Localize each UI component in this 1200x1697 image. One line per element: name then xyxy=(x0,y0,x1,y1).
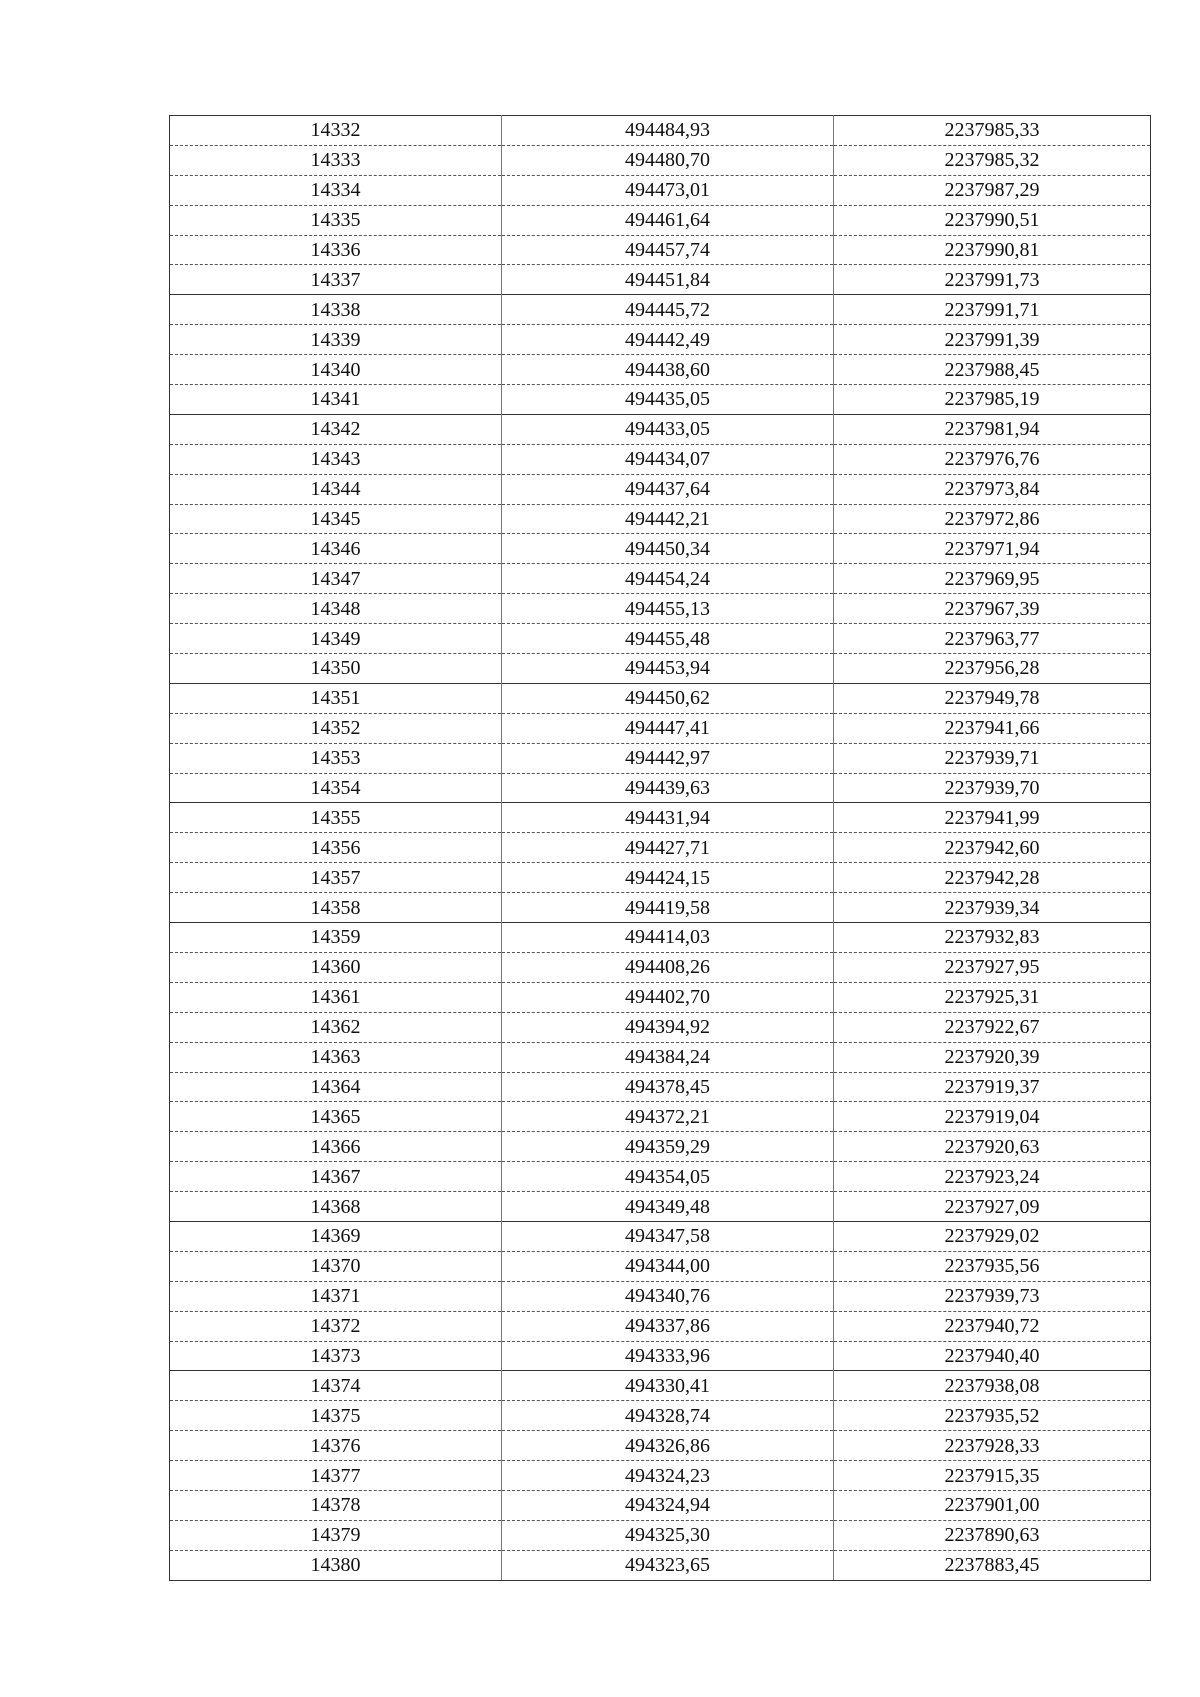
table-row xyxy=(170,265,1151,295)
y-coordinate-cell: 2237932,83 xyxy=(834,923,1151,953)
y-coordinate-cell: 2237939,70 xyxy=(834,773,1151,803)
point-number-cell: 14347 xyxy=(170,564,502,594)
x-coordinate-cell: 494402,70 xyxy=(502,982,834,1012)
y-coordinate-cell: 2237991,71 xyxy=(834,295,1151,325)
coordinates-table-body xyxy=(170,116,1151,1581)
table-row xyxy=(170,205,1151,235)
table-row xyxy=(170,1490,1151,1520)
y-coordinate-cell: 2237942,60 xyxy=(834,833,1151,863)
x-coordinate-cell: 494349,48 xyxy=(502,1192,834,1222)
x-coordinate-cell: 494484,93 xyxy=(502,116,834,146)
table-row xyxy=(170,295,1151,325)
x-coordinate-cell: 494419,58 xyxy=(502,893,834,923)
point-number-cell: 14336 xyxy=(170,235,502,265)
x-coordinate-cell: 494324,23 xyxy=(502,1461,834,1491)
x-coordinate-cell: 494354,05 xyxy=(502,1162,834,1192)
point-number-cell: 14337 xyxy=(170,265,502,295)
table-row xyxy=(170,1550,1151,1580)
point-number-cell: 14346 xyxy=(170,534,502,564)
table-row xyxy=(170,414,1151,444)
point-number-cell: 14370 xyxy=(170,1251,502,1281)
point-number-cell: 14379 xyxy=(170,1520,502,1550)
x-coordinate-cell: 494328,74 xyxy=(502,1401,834,1431)
y-coordinate-cell: 2237939,73 xyxy=(834,1281,1151,1311)
x-coordinate-cell: 494408,26 xyxy=(502,952,834,982)
y-coordinate-cell: 2237920,39 xyxy=(834,1042,1151,1072)
point-number-cell: 14354 xyxy=(170,773,502,803)
table-row xyxy=(170,504,1151,534)
x-coordinate-cell: 494427,71 xyxy=(502,833,834,863)
point-number-cell: 14350 xyxy=(170,654,502,684)
y-coordinate-cell: 2237942,28 xyxy=(834,863,1151,893)
point-number-cell: 14333 xyxy=(170,145,502,175)
y-coordinate-cell: 2237985,19 xyxy=(834,385,1151,415)
table-row xyxy=(170,1461,1151,1491)
point-number-cell: 14334 xyxy=(170,175,502,205)
y-coordinate-cell: 2237927,95 xyxy=(834,952,1151,982)
y-coordinate-cell: 2237883,45 xyxy=(834,1550,1151,1580)
x-coordinate-cell: 494437,64 xyxy=(502,474,834,504)
x-coordinate-cell: 494337,86 xyxy=(502,1311,834,1341)
point-number-cell: 14367 xyxy=(170,1162,502,1192)
table-row xyxy=(170,355,1151,385)
table-row xyxy=(170,863,1151,893)
y-coordinate-cell: 2237915,35 xyxy=(834,1461,1151,1491)
x-coordinate-cell: 494333,96 xyxy=(502,1341,834,1371)
x-coordinate-cell: 494461,64 xyxy=(502,205,834,235)
point-number-cell: 14339 xyxy=(170,325,502,355)
y-coordinate-cell: 2237935,56 xyxy=(834,1251,1151,1281)
x-coordinate-cell: 494347,58 xyxy=(502,1221,834,1251)
x-coordinate-cell: 494442,97 xyxy=(502,743,834,773)
x-coordinate-cell: 494378,45 xyxy=(502,1072,834,1102)
y-coordinate-cell: 2237927,09 xyxy=(834,1192,1151,1222)
x-coordinate-cell: 494323,65 xyxy=(502,1550,834,1580)
point-number-cell: 14342 xyxy=(170,414,502,444)
point-number-cell: 14332 xyxy=(170,116,502,146)
y-coordinate-cell: 2237971,94 xyxy=(834,534,1151,564)
table-row xyxy=(170,624,1151,654)
point-number-cell: 14372 xyxy=(170,1311,502,1341)
y-coordinate-cell: 2237981,94 xyxy=(834,414,1151,444)
table-row xyxy=(170,743,1151,773)
table-row xyxy=(170,982,1151,1012)
y-coordinate-cell: 2237987,29 xyxy=(834,175,1151,205)
x-coordinate-cell: 494424,15 xyxy=(502,863,834,893)
x-coordinate-cell: 494450,34 xyxy=(502,534,834,564)
table-row xyxy=(170,145,1151,175)
table-row xyxy=(170,594,1151,624)
x-coordinate-cell: 494438,60 xyxy=(502,355,834,385)
table-row xyxy=(170,534,1151,564)
x-coordinate-cell: 494326,86 xyxy=(502,1431,834,1461)
point-number-cell: 14345 xyxy=(170,504,502,534)
y-coordinate-cell: 2237972,86 xyxy=(834,504,1151,534)
x-coordinate-cell: 494445,72 xyxy=(502,295,834,325)
point-number-cell: 14340 xyxy=(170,355,502,385)
point-number-cell: 14373 xyxy=(170,1341,502,1371)
x-coordinate-cell: 494414,03 xyxy=(502,923,834,953)
point-number-cell: 14374 xyxy=(170,1371,502,1401)
point-number-cell: 14341 xyxy=(170,385,502,415)
table-row xyxy=(170,683,1151,713)
x-coordinate-cell: 494480,70 xyxy=(502,145,834,175)
y-coordinate-cell: 2237940,72 xyxy=(834,1311,1151,1341)
table-row xyxy=(170,1251,1151,1281)
point-number-cell: 14353 xyxy=(170,743,502,773)
table-row xyxy=(170,1281,1151,1311)
y-coordinate-cell: 2237935,52 xyxy=(834,1401,1151,1431)
y-coordinate-cell: 2237990,81 xyxy=(834,235,1151,265)
y-coordinate-cell: 2237967,39 xyxy=(834,594,1151,624)
table-row xyxy=(170,325,1151,355)
y-coordinate-cell: 2237949,78 xyxy=(834,683,1151,713)
y-coordinate-cell: 2237985,33 xyxy=(834,116,1151,146)
x-coordinate-cell: 494455,48 xyxy=(502,624,834,654)
table-row xyxy=(170,1311,1151,1341)
point-number-cell: 14371 xyxy=(170,1281,502,1311)
y-coordinate-cell: 2237988,45 xyxy=(834,355,1151,385)
point-number-cell: 14369 xyxy=(170,1221,502,1251)
x-coordinate-cell: 494435,05 xyxy=(502,385,834,415)
table-row xyxy=(170,116,1151,146)
x-coordinate-cell: 494455,13 xyxy=(502,594,834,624)
table-row xyxy=(170,564,1151,594)
y-coordinate-cell: 2237991,73 xyxy=(834,265,1151,295)
x-coordinate-cell: 494453,94 xyxy=(502,654,834,684)
y-coordinate-cell: 2237939,34 xyxy=(834,893,1151,923)
point-number-cell: 14364 xyxy=(170,1072,502,1102)
table-row xyxy=(170,893,1151,923)
point-number-cell: 14355 xyxy=(170,803,502,833)
x-coordinate-cell: 494325,30 xyxy=(502,1520,834,1550)
x-coordinate-cell: 494340,76 xyxy=(502,1281,834,1311)
x-coordinate-cell: 494344,00 xyxy=(502,1251,834,1281)
table-row xyxy=(170,1102,1151,1132)
table-row xyxy=(170,952,1151,982)
x-coordinate-cell: 494394,92 xyxy=(502,1012,834,1042)
y-coordinate-cell: 2237920,63 xyxy=(834,1132,1151,1162)
y-coordinate-cell: 2237973,84 xyxy=(834,474,1151,504)
table-row xyxy=(170,1192,1151,1222)
y-coordinate-cell: 2237985,32 xyxy=(834,145,1151,175)
y-coordinate-cell: 2237925,31 xyxy=(834,982,1151,1012)
table-row xyxy=(170,713,1151,743)
point-number-cell: 14335 xyxy=(170,205,502,235)
table-row xyxy=(170,1401,1151,1431)
table-row xyxy=(170,1072,1151,1102)
point-number-cell: 14375 xyxy=(170,1401,502,1431)
point-number-cell: 14376 xyxy=(170,1431,502,1461)
table-row xyxy=(170,175,1151,205)
y-coordinate-cell: 2237963,77 xyxy=(834,624,1151,654)
x-coordinate-cell: 494457,74 xyxy=(502,235,834,265)
table-row xyxy=(170,803,1151,833)
point-number-cell: 14343 xyxy=(170,444,502,474)
y-coordinate-cell: 2237941,99 xyxy=(834,803,1151,833)
point-number-cell: 14378 xyxy=(170,1490,502,1520)
point-number-cell: 14351 xyxy=(170,683,502,713)
x-coordinate-cell: 494431,94 xyxy=(502,803,834,833)
table-row xyxy=(170,444,1151,474)
table-row xyxy=(170,1132,1151,1162)
x-coordinate-cell: 494442,49 xyxy=(502,325,834,355)
table-row xyxy=(170,773,1151,803)
y-coordinate-cell: 2237938,08 xyxy=(834,1371,1151,1401)
point-number-cell: 14348 xyxy=(170,594,502,624)
table-row xyxy=(170,923,1151,953)
point-number-cell: 14344 xyxy=(170,474,502,504)
y-coordinate-cell: 2237919,37 xyxy=(834,1072,1151,1102)
y-coordinate-cell: 2237919,04 xyxy=(834,1102,1151,1132)
y-coordinate-cell: 2237969,95 xyxy=(834,564,1151,594)
point-number-cell: 14356 xyxy=(170,833,502,863)
x-coordinate-cell: 494433,05 xyxy=(502,414,834,444)
x-coordinate-cell: 494451,84 xyxy=(502,265,834,295)
table-row xyxy=(170,833,1151,863)
point-number-cell: 14380 xyxy=(170,1550,502,1580)
table-row xyxy=(170,1431,1151,1461)
table-row xyxy=(170,235,1151,265)
x-coordinate-cell: 494450,62 xyxy=(502,683,834,713)
y-coordinate-cell: 2237890,63 xyxy=(834,1520,1151,1550)
y-coordinate-cell: 2237991,39 xyxy=(834,325,1151,355)
y-coordinate-cell: 2237928,33 xyxy=(834,1431,1151,1461)
y-coordinate-cell: 2237929,02 xyxy=(834,1221,1151,1251)
x-coordinate-cell: 494473,01 xyxy=(502,175,834,205)
table-row xyxy=(170,1371,1151,1401)
point-number-cell: 14361 xyxy=(170,982,502,1012)
y-coordinate-cell: 2237922,67 xyxy=(834,1012,1151,1042)
point-number-cell: 14349 xyxy=(170,624,502,654)
y-coordinate-cell: 2237990,51 xyxy=(834,205,1151,235)
table-row xyxy=(170,474,1151,504)
y-coordinate-cell: 2237941,66 xyxy=(834,713,1151,743)
coordinates-table xyxy=(169,115,1151,1581)
point-number-cell: 14357 xyxy=(170,863,502,893)
point-number-cell: 14360 xyxy=(170,952,502,982)
x-coordinate-cell: 494442,21 xyxy=(502,504,834,534)
table-row xyxy=(170,1341,1151,1371)
x-coordinate-cell: 494454,24 xyxy=(502,564,834,594)
x-coordinate-cell: 494324,94 xyxy=(502,1490,834,1520)
point-number-cell: 14377 xyxy=(170,1461,502,1491)
table-row xyxy=(170,385,1151,415)
point-number-cell: 14363 xyxy=(170,1042,502,1072)
table-row xyxy=(170,1162,1151,1192)
point-number-cell: 14362 xyxy=(170,1012,502,1042)
point-number-cell: 14358 xyxy=(170,893,502,923)
point-number-cell: 14365 xyxy=(170,1102,502,1132)
point-number-cell: 14359 xyxy=(170,923,502,953)
y-coordinate-cell: 2237939,71 xyxy=(834,743,1151,773)
y-coordinate-cell: 2237940,40 xyxy=(834,1341,1151,1371)
x-coordinate-cell: 494384,24 xyxy=(502,1042,834,1072)
table-row xyxy=(170,1520,1151,1550)
table-row xyxy=(170,1012,1151,1042)
table-row xyxy=(170,654,1151,684)
x-coordinate-cell: 494447,41 xyxy=(502,713,834,743)
x-coordinate-cell: 494359,29 xyxy=(502,1132,834,1162)
y-coordinate-cell: 2237976,76 xyxy=(834,444,1151,474)
x-coordinate-cell: 494330,41 xyxy=(502,1371,834,1401)
point-number-cell: 14338 xyxy=(170,295,502,325)
point-number-cell: 14352 xyxy=(170,713,502,743)
y-coordinate-cell: 2237956,28 xyxy=(834,654,1151,684)
point-number-cell: 14366 xyxy=(170,1132,502,1162)
y-coordinate-cell: 2237923,24 xyxy=(834,1162,1151,1192)
y-coordinate-cell: 2237901,00 xyxy=(834,1490,1151,1520)
table-row xyxy=(170,1042,1151,1072)
point-number-cell: 14368 xyxy=(170,1192,502,1222)
x-coordinate-cell: 494434,07 xyxy=(502,444,834,474)
table-row xyxy=(170,1221,1151,1251)
x-coordinate-cell: 494439,63 xyxy=(502,773,834,803)
x-coordinate-cell: 494372,21 xyxy=(502,1102,834,1132)
